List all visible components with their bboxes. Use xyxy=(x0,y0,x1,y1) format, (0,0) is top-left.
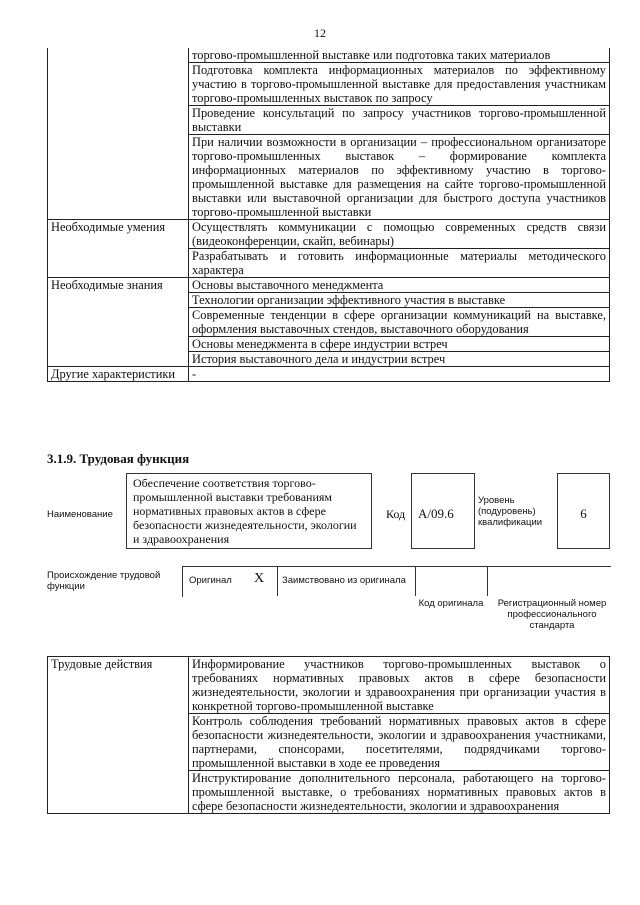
row-label-knowledge: Необходимые знания xyxy=(48,278,189,367)
row-label xyxy=(48,48,189,220)
original-mark: X xyxy=(254,571,265,586)
origin-divider xyxy=(277,566,278,596)
table-row xyxy=(48,367,610,382)
actions-table xyxy=(47,656,610,814)
code-caption: Код оригинала xyxy=(418,598,484,609)
table-cell: История выставочного дела и индустрии встреч xyxy=(189,352,610,367)
reg-caption: Регистрационный номер профессионального стандарта xyxy=(497,598,607,631)
table-cell: Контроль соблюдения требований нормативных правовых актов в сфере безопасности жизнедеятельности, экологии и здравоохранения участниками, партнерами, спонсорами, посетителями, подрядчиками торгово-промышленной выставки в ходе ее проведения xyxy=(189,714,610,771)
table-cell: Основы выставочного менеджмента xyxy=(189,278,610,293)
table-cell: Разрабатывать и готовить информационные материалы методического характера xyxy=(189,249,610,278)
row-label-skills: Необходимые умения xyxy=(48,220,189,278)
table-row xyxy=(48,657,610,714)
table-row xyxy=(48,278,610,293)
table-cell: При наличии возможности в организации – профессиональном организаторе торгово-промышленных выставок – формирование комплекта информационных материалов по эффективному участию в торгово-промышленной выставке для размещения на сайте торгово-промышленной выставки или выставочной организации для быстрого доступа участников торгово-промышленной выставки xyxy=(189,135,610,220)
table-cell: Инструктирование дополнительного персонала, работающего на торгово-промышленной выставке, о требованиях нормативных правовых актов в сфере безопасности жизнедеятельности, экологии и здравоохранения xyxy=(189,771,610,814)
code-label: Код xyxy=(386,507,406,521)
level-label: Уровень (подуровень) квалификации xyxy=(478,495,543,528)
section-heading: 3.1.9. Трудовая функция xyxy=(47,451,190,466)
original-label: Оригинал xyxy=(189,575,232,586)
table-row xyxy=(48,48,610,63)
table-cell: Современные тенденции в сфере организации коммуникаций на выставке, оформления выставочных стендов, выставочного оборудования xyxy=(189,308,610,337)
table-cell: - xyxy=(189,367,610,382)
table-cell: Подготовка комплекта информационных материалов по эффективному участию в торгово-промышленной выставке для предоставления участникам торгово-промышленных выставок по запросу xyxy=(189,63,610,106)
table-cell: Информирование участников торгово-промышленных выставок о требованиях нормативных правовых актов в сфере безопасности жизнедеятельности, экологии и здравоохранения при организации участия в конкретной торгово-промышленной выставке xyxy=(189,657,610,714)
function-name-box: Обеспечение соответствия торгово-промышленной выставки требованиям нормативных правовых актов в сфере безопасности жизнедеятельности, экологии и здравоохранения xyxy=(126,473,372,549)
page-number: 12 xyxy=(314,26,326,40)
origin-label: Происхождение трудовой функции xyxy=(47,570,161,592)
row-label-other: Другие характеристики xyxy=(48,367,189,382)
table-cell: Осуществлять коммуникации с помощью современных средств связи (видеоконференции, скайп, вебинары) xyxy=(189,220,610,249)
competency-table xyxy=(47,48,610,382)
origin-divider xyxy=(487,566,488,596)
row-label-actions: Трудовые действия xyxy=(48,657,189,814)
level-value-box: 6 xyxy=(557,473,610,549)
table-cell: торгово-промышленной выставке или подготовка таких материалов xyxy=(189,48,610,63)
name-label: Наименование xyxy=(47,509,113,520)
borrowed-label: Заимствовано из оригинала xyxy=(282,575,406,586)
table-row xyxy=(48,220,610,249)
table-cell: Технологии организации эффективного участия в выставке xyxy=(189,293,610,308)
origin-divider xyxy=(415,566,416,596)
code-value-box: А/09.6 xyxy=(411,473,475,549)
table-cell: Проведение консультаций по запросу участников торгово-промышленной выставки xyxy=(189,106,610,135)
table-cell: Основы менеджмента в сфере индустрии встреч xyxy=(189,337,610,352)
